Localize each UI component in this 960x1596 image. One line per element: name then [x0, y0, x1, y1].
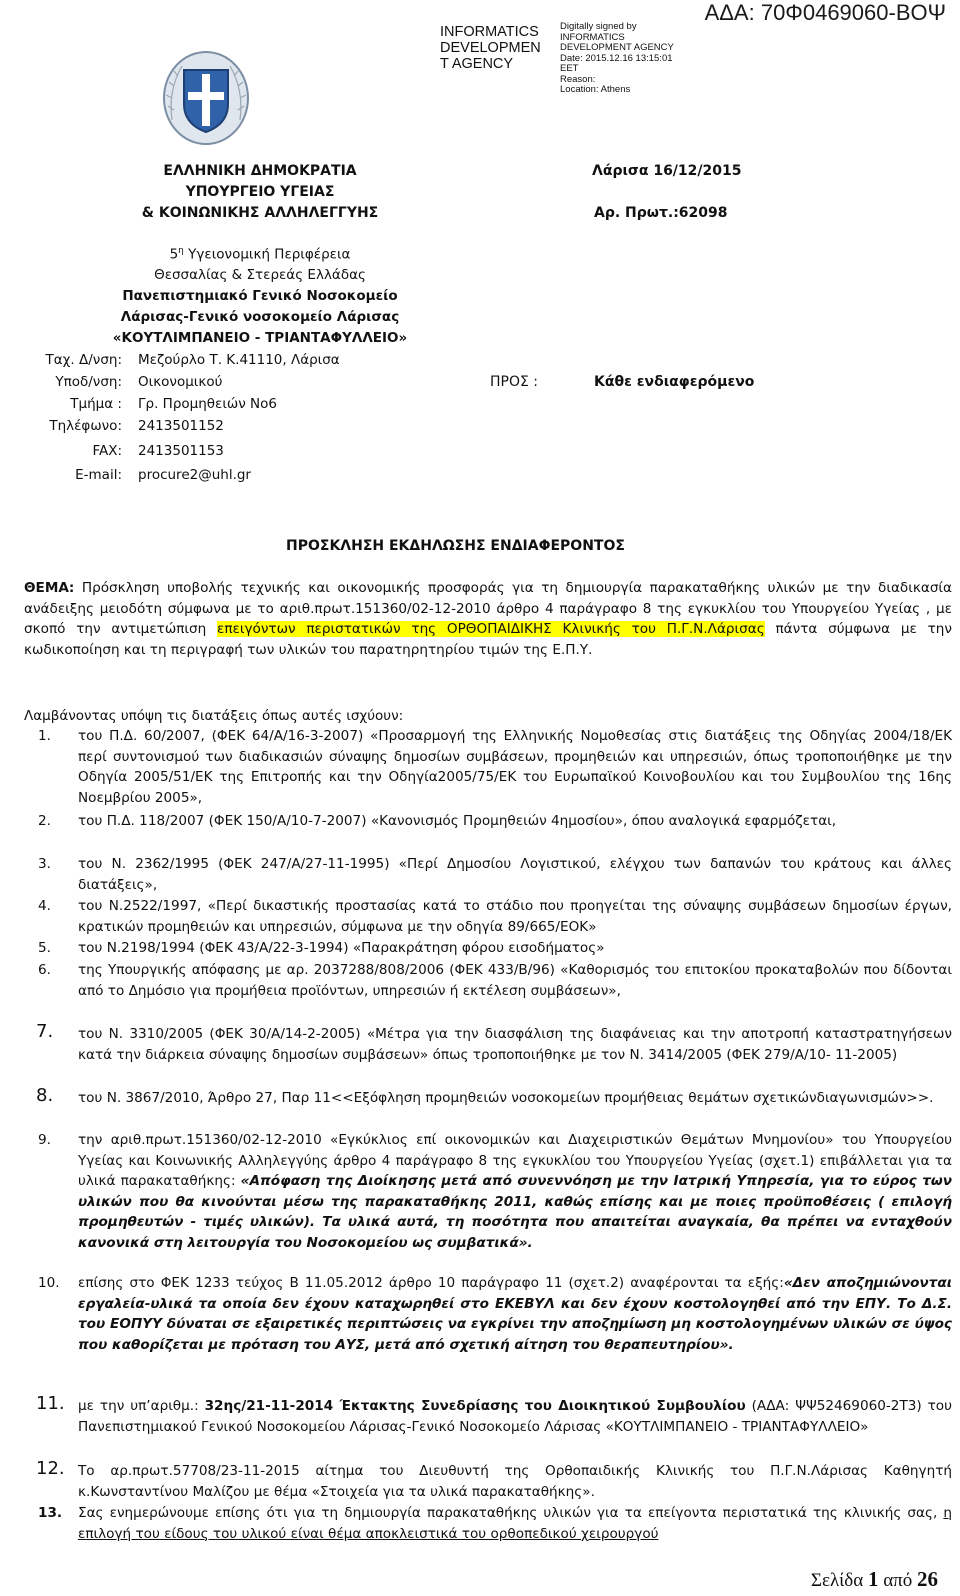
highlighted-text: επειγόντων περιστατικών της ΟΡΘΟΠΑΙΔΙΚΗΣ Κλινικής του Π.Γ.Ν.Λάρισας — [217, 621, 765, 638]
sender-line-3: & ΚΟΙΝΩΝΙΚΗΣ ΑΛΛΗΛΕΓΓΥΗΣ — [141, 205, 379, 221]
hospital-line-3: «ΚΟΥΤΛΙΜΠΑΝΕΙΟ - ΤΡΙΑΝΤΑΦΥΛΛΕΙΟ» — [112, 330, 408, 346]
date-line: Λάρισα 16/12/2015 — [592, 163, 742, 179]
greek-coat-of-arms-icon — [162, 50, 250, 146]
region-line: $5^\eta$ Υγειονομική Περιφέρεια — [169, 246, 351, 263]
list-item: 5. του Ν.2198/1994 (ΦΕΚ 43/Α/22-3-1994) «Παρακράτηση φόρου εισοδήματος» — [38, 940, 605, 956]
list-item: 7. του Ν. 3310/2005 (ΦΕΚ 30/Α/14-2-2005) «Μέτρα για την διασφάλιση της διαφάνειας και την αποτροπή καταστρατηγήσεων κατά την διάρκεια σύναψης δημοσίων συμβάσεων» όπως τροποποιήθηκε με τον Ν. 3414/2005 (ΦΕΚ 279/Α/10- 11-2005) — [36, 1021, 952, 1063]
list-item: 8. του Ν. 3867/2010, Άρθρο 27, Παρ 11<<Εξόφληση προμηθειών νοσοκομείων προμήθειας θεμάτων σχετικώνδιαγωνισμών>>. — [36, 1085, 934, 1106]
list-item: 4. του Ν.2522/1997, «Περί δικαστικής προστασίας κατά το στάδιο που προηγείται της σύναψης συμβάσεων δημοσίων έργων, κρατικών προμηθειών και υπηρεσιών, σύμφωνα με την οδηγία 89/665/ΕΟΚ» — [38, 898, 952, 935]
recipient-value: Κάθε ενδιαφερόμενο — [594, 374, 755, 390]
list-item: 9. την αριθ.πρωτ.151360/02-12-2010 «Εγκύκλιος επί οικονομικών και Διαχειριστικών Θεμάτων Μνημονίου» του Υπουργείου Υγείας και Κοινωνικής Αλληλεγγύης άρθρο 4 παράγραφο 8 της εγκυκλίου του Υπουργείου Υγείας (σχετ.1) επιβάλλεται για τα υλικά παρακαταθήκης: «Απόφαση της Διοίκησης μετά από συνεννόηση με την Ιατρική Υπηρεσία, για το εύρος των υλικών που θα κινούνται μέσω της παρακαταθήκης 2011, καθώς επίσης και με ποιες προϋποθέσεις ( επιλογή προμηθευτών - τιμές υλικών). Τα υλικά αυτά, τη ποσότητα που απαιτείται αναγκαία, θα πρέπει να ενταχθούν κανονικά στη λειτουργία του Νοσοκομείου ως συμβατικά». — [38, 1132, 952, 1251]
contact-value: Μεζούρλο Τ. Κ.41110, Λάρισα — [138, 352, 340, 368]
sender-line-1: ΕΛΛΗΝΙΚΗ ΔΗΜΟΚΡΑΤΙΑ — [163, 163, 357, 179]
contact-label: Τηλέφωνο: — [49, 418, 122, 434]
subject-paragraph: ΘΕΜΑ: Πρόσκληση υποβολής τεχνικής και οικονομικής προσφοράς για τη δημιουργία παρακαταθήκης υλικών με την διαδικασία ανάδειξης μειοδότη σύμφωνα με το αριθ.πρωτ.151360/02-12-2010 άρθρο 4 παράγραφο 8 της εγκυκλίου του Υπουργείου Υγείας , με σκοπό την αντιμετώπιση επειγόντων περιστατικών της ΟΡΘΟΠΑΙΔΙΚΗΣ Κλινικής του Π.Γ.Ν.Λάρισας πάντα σύμφωνα με την κωδικοποίηση και τη περιγραφή των υλικών του παρατηρητηρίου τιμών της Ε.Π.Υ. — [24, 580, 952, 658]
ada-code: ΑΔΑ: 70Φ0469060-ΒΟΨ — [704, 0, 946, 25]
sender-line-2: ΥΠΟΥΡΓΕΙΟ ΥΓΕΙΑΣ — [185, 184, 335, 200]
list-item: 3. του Ν. 2362/1995 (ΦΕΚ 247/Α/27-11-1995) «Περί Δημοσίου Λογιστικού, ελέγχου των δαπανών του κράτους και άλλες διατάξεις», — [38, 856, 952, 893]
signature-info: Digitally signed by INFORMATICS DEVELOPMENT AGENCY Date: 2015.12.16 13:15:01 EET Reason: Location: Athens — [560, 21, 674, 95]
hospital-line-1: Πανεπιστημιακό Γενικό Νοσοκομείο — [122, 288, 398, 304]
region-line-2: Θεσσαλίας & Στερεάς Ελλάδας — [154, 267, 366, 283]
list-item: 2. του Π.Δ. 118/2007 (ΦΕΚ 150/Α/10-7-2007) «Κανονισμός Προμηθειών 4ημοσίου», όπου αναλογικά εφαρμόζεται, — [38, 813, 837, 829]
list-item: 13. Σας ενημερώνουμε επίσης ότι για τη δημιουργία παρακαταθήκης υλικών για τα επείγοντα περιστατικά της κλινικής σας, η επιλογή του είδους του υλικού είναι θέμα αποκλειστικά του ορθοπεδικού χειρουργού — [38, 1505, 952, 1542]
list-item: 6. της Υπουργικής απόφασης με αρ. 2037288/808/2006 (ΦΕΚ 433/Β/96) «Καθορισμός του επιτοκίου προκαταβολών που δίδονται από το Δημόσιο για προμήθεια προϊόντων, υπηρεσιών ή εκτέλεση συμβάσεων», — [38, 962, 952, 999]
contact-value: 2413501153 — [138, 443, 224, 459]
contact-value: 2413501152 — [138, 418, 224, 434]
list-item: 12. Το αρ.πρωτ.57708/23-11-2015 αίτημα του Διευθυντή της Ορθοπαιδικής Κλινικής του Π.Γ.Ν.Λάρισας Καθηγητή κ.Κωνσταντίνου Μαλίζου με θέμα «Στοιχεία για τα υλικά παρακαταθήκης». — [36, 1458, 952, 1500]
contact-label: Υποδ/νση: — [55, 374, 122, 390]
contact-label: FAX: — [92, 443, 122, 459]
recipient-label: ΠΡΟΣ : — [490, 374, 539, 390]
page-title: ΠΡΟΣΚΛΗΣΗ ΕΚΔΗΛΩΣΗΣ ΕΝΔΙΑΦΕΡΟΝΤΟΣ — [286, 538, 625, 554]
contact-label: Ταχ. Δ/νση: — [45, 352, 122, 368]
contact-label: Τμήμα : — [70, 396, 122, 412]
contact-value: Γρ. Προμηθειών Νο6 — [138, 396, 278, 412]
intro-text: Λαμβάνοντας υπόψη τις διατάξεις όπως αυτές ισχύουν: — [24, 708, 404, 724]
signature-name: INFORMATICS DEVELOPMEN T AGENCY — [440, 24, 541, 72]
contact-value: Οικονομικού — [138, 374, 223, 390]
page-number: Σελίδα 1 από 26 — [810, 1567, 938, 1591]
list-item: 11. με την υπ’αριθμ.: 32ης/21-11-2014 Έκτακτης Συνεδρίασης του Διοικητικού Συμβουλίου (ΑΔΑ: ΨΨ52469060-2Τ3) του Πανεπιστημιακού Γενικού Νοσοκομείου Λάρισας-Γενικό Νοσοκομείο Λάρισας «ΚΟΥΤΛΙΜΠΑΝΕΙΟ - ΤΡΙΑΝΤΑΦΥΛΛΕΙΟ» — [36, 1393, 952, 1435]
hospital-line-2: Λάρισας-Γενικό νοσοκομείο Λάρισας — [120, 309, 400, 325]
protocol-number: Αρ. Πρωτ.:62098 — [594, 205, 728, 221]
email-link[interactable]: procure2@uhl.gr — [138, 467, 251, 483]
list-item: 10. επίσης στο ΦΕΚ 1233 τεύχος Β 11.05.2012 άρθρο 10 παράγραφο 11 (σχετ.2) αναφέρονται τα εξής:«Δεν αποζημιώνονται εργαλεία-υλικά τα οποία δεν έχουν καταχωρηθεί στο ΕΚΕΒΥΛ και δεν έχουν κοστολογηθεί από την ΕΠΥ. Το Δ.Σ. του ΕΟΠΥΥ δύναται σε εξαιρετικές περιπτώσεις να εγκρίνει την αποζημίωση μη κοστολογημένων υλικών σε ύψος που καθορίζεται με πρόταση του ΑΥΣ, μετά από σχετική αίτηση του θεραπευτηρίου». — [38, 1275, 952, 1353]
list-item: 1. του Π.Δ. 60/2007, (ΦΕΚ 64/Α/16-3-2007) «Προσαρμογή της Ελληνικής Νομοθεσίας στις διατάξεις της Οδηγίας 2004/18/ΕΚ περί συντονισμού των διαδικασιών σύναψης δημοσίων συμβάσεων, προμηθειών και υπηρεσιών, όπως τροποποιήθηκε με την Οδηγία 2005/51/ΕΚ της Επιτροπής και την Οδηγία2005/75/ΕΚ του Ευρωπαϊκού Κοινοβουλίου και του Συμβουλίου της 16ης Νοεμβρίου 2005», — [38, 728, 952, 806]
contact-label: E-mail: — [75, 467, 122, 483]
